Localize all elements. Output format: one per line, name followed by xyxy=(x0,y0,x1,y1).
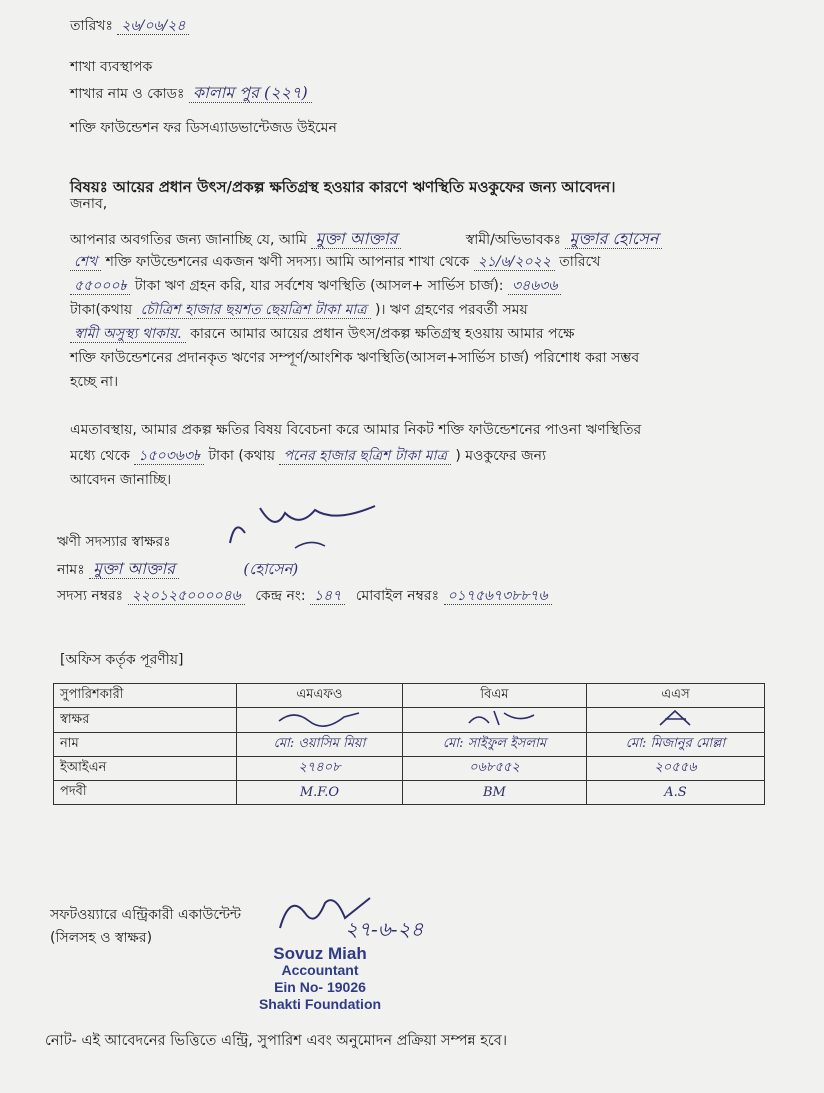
guardian-label: স্বামী/অভিভাবকঃ xyxy=(465,232,561,248)
accountant-sign-date: ২৭-৬-২৪ xyxy=(345,917,424,941)
para1-text: কারনে আমার আয়ের প্রধান উৎস/প্রকল্প ক্ষতিগ্রস্থ হওয়ায় আমার পক্ষে xyxy=(190,326,575,342)
subject: বিষয়ঃ আয়ের প্রধান উৎস/প্রকল্প ক্ষতিগ্রস্থ হওয়ার কারণে ঋণস্থিতি মওকুফের জন্য আবেদন। xyxy=(70,178,616,196)
table-cell: ২০৫৫৬ xyxy=(586,757,764,781)
table-row xyxy=(54,684,765,708)
bm-signature xyxy=(449,709,539,727)
para1-text: আপনার অবগতির জন্য জানাচ্ছি যে, আমি xyxy=(70,232,308,248)
table-row xyxy=(54,757,765,781)
stamp-title: Accountant xyxy=(281,962,359,978)
accountant-stamp xyxy=(240,945,400,1013)
stamp-ein: Ein No- 19026 xyxy=(274,979,366,995)
para1-line1 xyxy=(70,226,662,253)
addressee: শাখা ব্যবস্থাপক xyxy=(70,59,153,75)
center-label: কেন্দ্র নং: xyxy=(255,588,306,604)
loan-balance: ৩৪৬৩৬ xyxy=(508,278,562,295)
applicant-name: মুক্তা আক্তার xyxy=(311,229,401,249)
table-cell: স্বাক্ষর xyxy=(54,708,237,733)
mobile-label: মোবাইল নম্বরঃ xyxy=(355,588,440,604)
para1-line2 xyxy=(70,250,600,274)
stamp-name: Sovuz Miah xyxy=(273,944,367,963)
table-cell: নাম xyxy=(54,733,237,757)
signature-cell-mfo xyxy=(237,708,403,733)
office-table xyxy=(53,683,765,805)
table-header-cell: এমএফও xyxy=(237,684,403,708)
org-name: শক্তি ফাউন্ডেশন ফর ডিসএ্যাডভান্টেজড উইমেন xyxy=(70,120,337,136)
para1-line6: শক্তি ফাউন্ডেশনের প্রদানকৃত ঋণের সম্পূর্ণ/আংশিক ঋণস্থিতি(আসল+সার্ভিস চার্জ) পরিশোধ করা সম্ভব xyxy=(70,350,640,366)
guardian-name: মুক্তার হোসেন xyxy=(565,229,662,249)
as-signature xyxy=(630,709,720,727)
table-cell: পদবী xyxy=(54,781,237,805)
para1-line7: হচ্ছে না। xyxy=(70,374,119,390)
para2-text: মধ্যে থেকে xyxy=(70,448,130,464)
table-cell: A.S xyxy=(586,781,764,805)
accountant-label-2: (সিলসহ ও স্বাক্ষর) xyxy=(50,930,153,946)
branch-value: কালাম পুর (২২৭) xyxy=(189,83,312,103)
member-signature xyxy=(225,498,385,558)
para1-text: শক্তি ফাউন্ডেশনের একজন ঋণী সদস্য। আমি আপনার শাখা থেকে xyxy=(105,254,470,270)
para2-line2 xyxy=(70,444,546,468)
table-cell: ইআইএন xyxy=(54,757,237,781)
para2-line1: এমতাবস্থায়, আমার প্রকল্প ক্ষতির বিষয় বিবেচনা করে আমার নিকট শক্তি ফাউন্ডেশনের পাওনা ঋণস্থিতির xyxy=(70,422,642,438)
mfo-signature xyxy=(274,709,364,727)
stamp-org: Shakti Foundation xyxy=(258,996,382,1012)
table-cell: M.F.O xyxy=(237,781,403,805)
branch-line xyxy=(70,80,312,107)
table-row xyxy=(54,781,765,805)
member-signature-label: ঋণী সদস্যার স্বাক্ষরঃ xyxy=(57,534,171,550)
member-name-line xyxy=(57,556,298,583)
date-label: তারিখঃ xyxy=(70,18,113,34)
salutation: জনাব, xyxy=(70,196,108,212)
para1-text: টাকা(কথায় xyxy=(70,302,133,318)
branch-label: শাখার নাম ও কোডঃ xyxy=(70,86,185,102)
para2-text: টাকা (কথায় xyxy=(208,448,276,464)
member-name: মুক্তা আক্তার xyxy=(89,559,179,579)
table-row xyxy=(54,708,765,733)
para1-text: )। ঋণ গ্রহণের পরবর্তী সময় xyxy=(375,302,528,318)
signature-cell-as xyxy=(586,708,764,733)
loan-amount: ৫৫০০০৳ xyxy=(70,278,130,295)
date-value: ২৬/০৬/২৪ xyxy=(117,18,189,35)
member-id-line xyxy=(57,584,552,608)
reason: স্বামী অসুস্থ্য থাকায়. xyxy=(70,326,186,343)
waiver-amount: ১৫০৩৬৩৳ xyxy=(134,448,204,465)
member-name-extra: (হোসেন) xyxy=(243,560,299,578)
para1-text: তারিখে xyxy=(559,254,601,270)
mobile-no: ০১৭৫৬৭৩৮৮৭৬ xyxy=(444,588,552,605)
accountant-label: সফটওয়্যারে এন্ট্রিকারী একাউন্টেন্ট xyxy=(50,907,242,923)
office-heading: [অফিস কর্তৃক পূরণীয়] xyxy=(60,652,184,668)
note: নোট- এই আবেদনের ভিত্তিতে এন্ট্রি, সুপারিশ এবং অনুমোদন প্রক্রিয়া সম্পন্ন হবে। xyxy=(45,1033,508,1049)
guardian-surname: শেখ xyxy=(70,254,101,271)
table-cell: BM xyxy=(402,781,586,805)
table-cell: ২৭৪০৮ xyxy=(237,757,403,781)
waiver-in-words: পনের হাজার ছত্রিশ টাকা মাত্র xyxy=(279,448,450,465)
signature-cell-bm xyxy=(402,708,586,733)
center-no: ১৪৭ xyxy=(310,588,345,605)
table-row xyxy=(54,733,765,757)
table-cell: মো: সাইফুল ইসলাম xyxy=(402,733,586,757)
loan-date: ২১/৬/২০২২ xyxy=(474,254,555,271)
table-cell: ০৬৮৫৫২ xyxy=(402,757,586,781)
table-cell: মো: ওয়াসিম মিয়া xyxy=(237,733,403,757)
para1-text: টাকা ঋণ গ্রহন করি, যার সর্বশেষ ঋণস্থিতি (আসল+ সার্ভিস চার্জ): xyxy=(134,278,504,294)
balance-in-words: চৌত্রিশ হাজার ছয়শত ছেয়ত্রিশ টাকা মাত্র xyxy=(137,302,371,319)
para1-line5 xyxy=(70,322,574,346)
member-id-label: সদস্য নম্বরঃ xyxy=(57,588,124,604)
member-id: ২২০১২৫০০০০৪৬ xyxy=(128,588,245,605)
date-line xyxy=(70,14,189,38)
para2-line3: আবেদন জানাচ্ছি। xyxy=(70,472,172,488)
para1-line4 xyxy=(70,298,528,322)
member-name-label: নামঃ xyxy=(57,562,85,578)
table-header-cell: সুপারিশকারী xyxy=(54,684,237,708)
table-cell: মো: মিজানুর মোল্লা xyxy=(586,733,764,757)
table-header-cell: এএস xyxy=(586,684,764,708)
table-header-cell: বিএম xyxy=(402,684,586,708)
para1-line3 xyxy=(70,274,561,298)
para2-text: ) মওকুফের জন্য xyxy=(455,448,547,464)
